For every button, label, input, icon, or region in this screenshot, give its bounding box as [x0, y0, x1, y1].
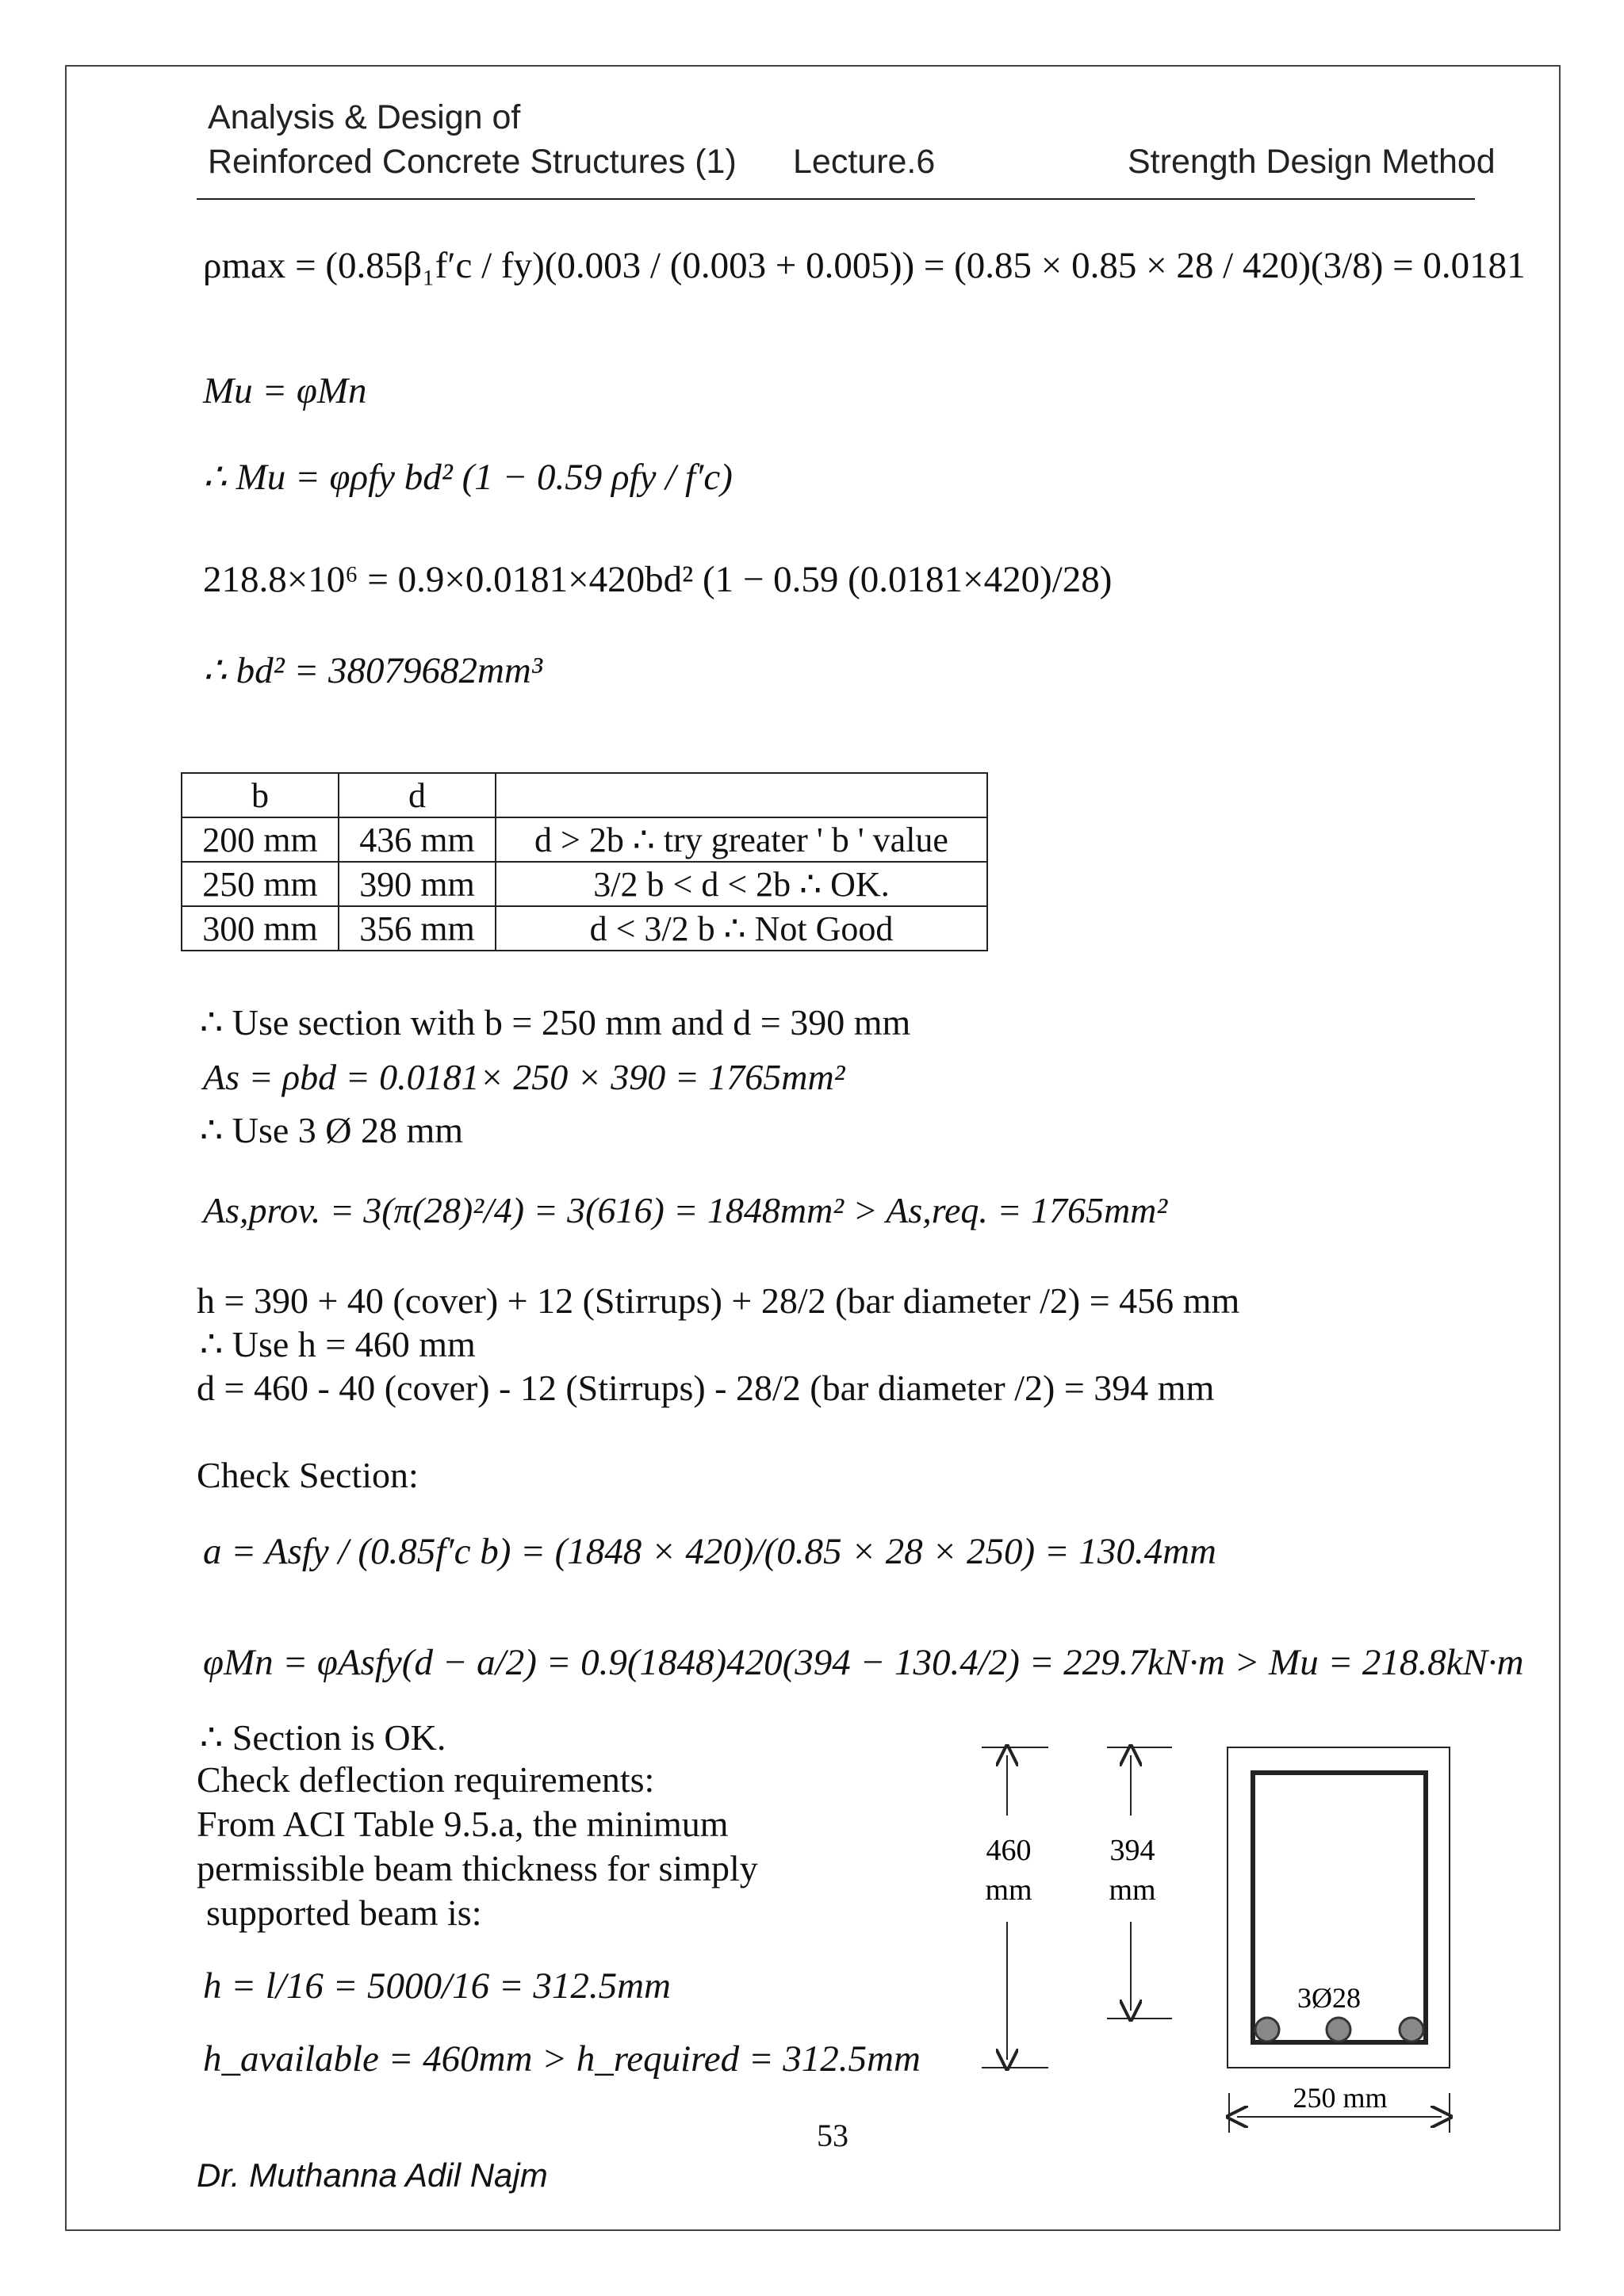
cell-d: 390 mm [339, 862, 496, 906]
header-b: b [182, 773, 339, 817]
course-title-line1: Analysis & Design of [208, 98, 521, 136]
height-label-unit: mm [985, 1873, 1032, 1907]
a-calc-text: a = Asfy / (0.85f′c b) = (1848 × 420)/(0.85 × 28 × 250) = 130.4mm [203, 1531, 1216, 1572]
cell-remark: d > 2b ∴ try greater ' b ' value [496, 817, 987, 862]
substitution-text: 218.8×10⁶ = 0.9×0.0181×420bd² (1 − 0.59 (0.0181×420)/28) [203, 559, 1113, 600]
mu-formula-text: ∴ Mu = φρfy bd² (1 − 0.59 ρfy / f′c) [203, 457, 733, 498]
rebar [1400, 2018, 1423, 2042]
rebar [1327, 2018, 1350, 2042]
cell-d: 356 mm [339, 906, 496, 951]
bars-label: 3Ø28 [1297, 1982, 1361, 2014]
rebar [1255, 2018, 1279, 2042]
cell-remark: d < 3/2 b ∴ Not Good [496, 906, 987, 951]
effective-depth-dimension [1107, 1747, 1172, 2019]
deflection-text-2: permissible beam thickness for simply [197, 1848, 758, 1888]
author-name: Dr. Muthanna Adil Najm [197, 2156, 548, 2194]
depth-label-value: 394 [1109, 1834, 1155, 1867]
cell-d: 436 mm [339, 817, 496, 862]
phi-mn-text: φMn = φAsfy(d − a/2) = 0.9(1848)420(394 − 130.4/2) = 229.7kN·m > Mu = 218.8kN·m [203, 1642, 1524, 1683]
use-h-line: ∴ Use h = 460 mm [200, 1324, 476, 1364]
rho-max-text: ρmax = (0.85β₁f′c / fy)(0.003 / (0.003 + 0.005)) = (0.85 × 0.85 × 28 / 420)(3/8) = 0.0181 [203, 245, 1526, 286]
cell-b: 300 mm [182, 906, 339, 951]
width-dimension [1229, 2082, 1450, 2133]
h-calc-line: h = 390 + 40 (cover) + 12 (Stirrups) + 28/2 (bar diameter /2) = 456 mm [197, 1280, 1240, 1321]
deflection-text-3: supported beam is: [206, 1892, 482, 1933]
deflection-title: Check deflection requirements: [197, 1759, 655, 1800]
bd2-text: ∴ bd² = 38079682mm³ [203, 650, 542, 691]
height-dimension [982, 1747, 1048, 2068]
height-label-value: 460 [986, 1834, 1032, 1867]
depth-label-unit: mm [1109, 1873, 1156, 1907]
lecture-label: Lecture.6 [793, 143, 936, 181]
as-required-text: As = ρbd = 0.0181× 250 × 390 = 1765mm² [203, 1057, 845, 1097]
mu-phi-mn-text: Mu = φMn [203, 370, 367, 411]
cell-b: 200 mm [182, 817, 339, 862]
use-section-line: ∴ Use section with b = 250 mm and d = 390 mm [200, 1002, 911, 1043]
d-calc-line: d = 460 - 40 (cover) - 12 (Stirrups) - 28/2 (bar diameter /2) = 394 mm [197, 1368, 1215, 1408]
topic-label: Strength Design Method [1128, 143, 1496, 181]
h-compare-text: h_available = 460mm > h_required = 312.5mm [203, 2038, 921, 2080]
cell-b: 250 mm [182, 862, 339, 906]
course-title-line2: Reinforced Concrete Structures (1) [208, 143, 737, 181]
width-label: 250 mm [1293, 2082, 1388, 2114]
h-min-text: h = l/16 = 5000/16 = 312.5mm [203, 1965, 671, 2007]
section-ok-line: ∴ Section is OK. [200, 1717, 446, 1758]
cell-remark: 3/2 b < d < 2b ∴ OK. [496, 862, 987, 906]
page-number: 53 [817, 2118, 848, 2153]
check-section-title: Check Section: [197, 1455, 419, 1495]
as-provided-text: As,prov. = 3(π(28)²/4) = 3(616) = 1848mm² > As,req. = 1765mm² [203, 1190, 1168, 1230]
use-bars-line: ∴ Use 3 Ø 28 mm [200, 1110, 464, 1150]
header-d: d [339, 773, 496, 817]
deflection-text-1: From ACI Table 9.5.a, the minimum [197, 1804, 729, 1844]
